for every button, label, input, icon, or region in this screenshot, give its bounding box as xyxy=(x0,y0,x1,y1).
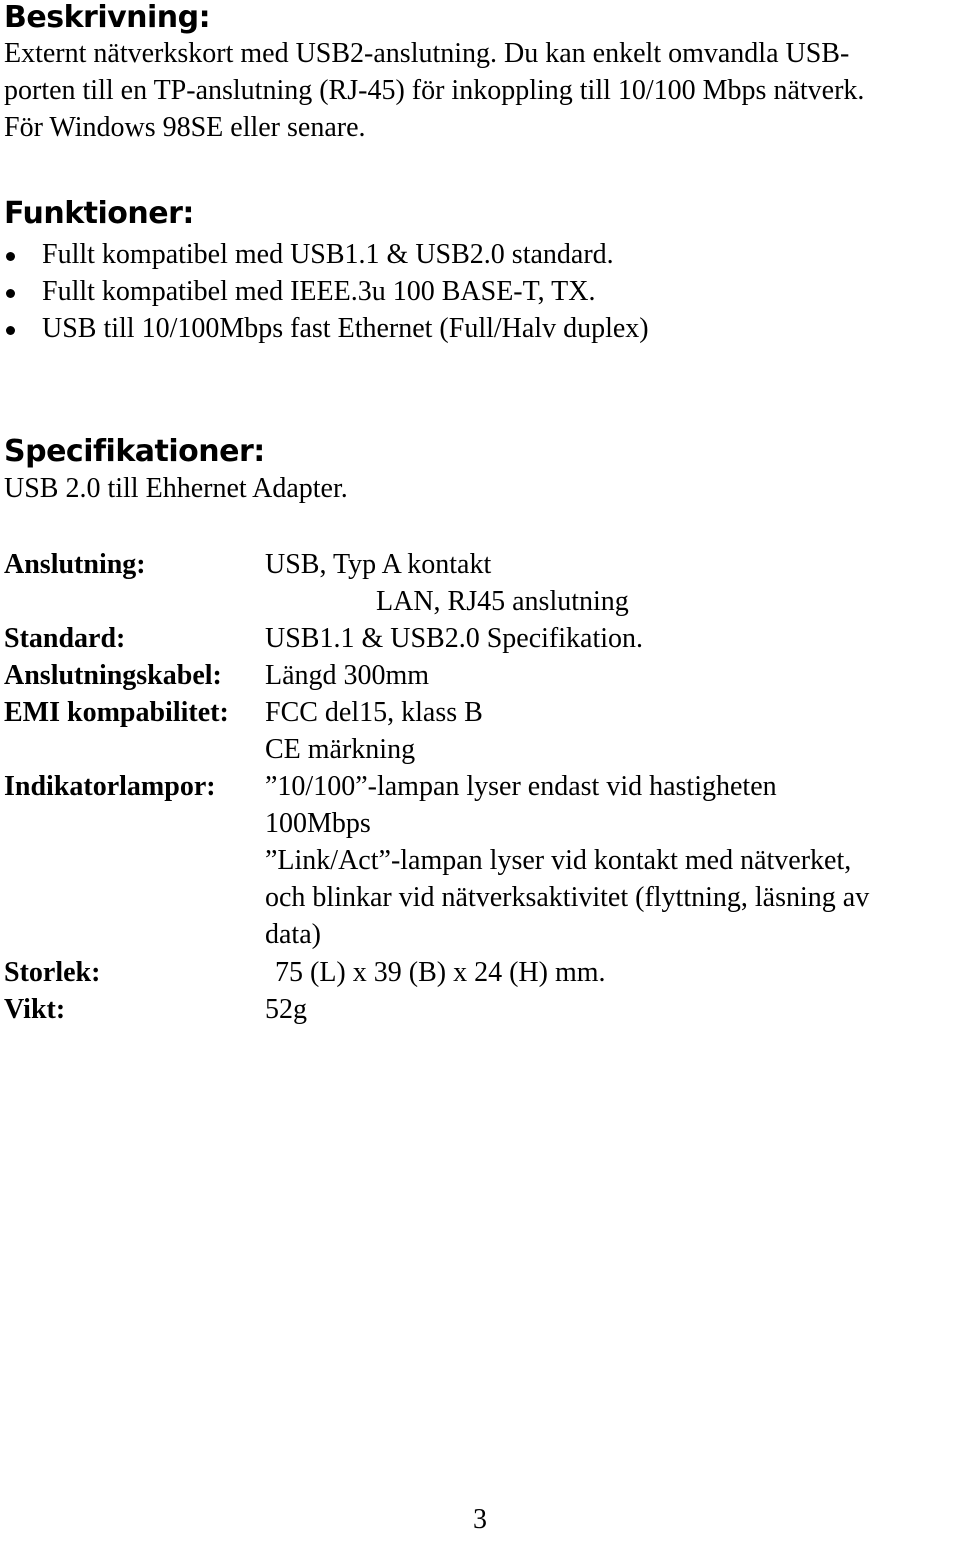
specifikationer-intro: USB 2.0 till Ehhernet Adapter. xyxy=(4,473,348,504)
spec-label-indikator: Indikatorlampor: xyxy=(4,771,216,802)
spec-value-indikator-2: 100Mbps xyxy=(265,808,371,839)
spec-value-anslutning-2: LAN, RJ45 anslutning xyxy=(376,586,629,617)
spec-label-vikt: Vikt: xyxy=(4,994,66,1025)
spec-value-emi-1: FCC del15, klass B xyxy=(265,697,483,728)
spec-value-emi-2: CE märkning xyxy=(265,734,416,765)
beskrivning-line-3: För Windows 98SE eller senare. xyxy=(4,112,366,143)
spec-value-anslutning-1: USB, Typ A kontakt xyxy=(265,549,492,580)
spec-value-vikt: 52g xyxy=(265,994,307,1025)
funktioner-item-3: USB till 10/100Mbps fast Ethernet (Full/Halv duplex) xyxy=(42,313,649,344)
funktioner-item-2: Fullt kompatibel med IEEE.3u 100 BASE-T, TX. xyxy=(42,276,596,307)
bullet-icon xyxy=(6,326,15,335)
spec-value-standard: USB1.1 & USB2.0 Specifikation. xyxy=(265,623,644,654)
spec-label-storlek: Storlek: xyxy=(4,957,101,988)
spec-value-kabel: Längd 300mm xyxy=(265,660,430,691)
spec-value-indikator-1: ”10/100”-lampan lyser endast vid hastigheten xyxy=(265,771,777,802)
spec-label-emi: EMI kompabilitet: xyxy=(4,697,229,728)
spec-value-indikator-5: data) xyxy=(265,919,321,950)
spec-value-storlek: 75 (L) x 39 (B) x 24 (H) mm. xyxy=(275,957,606,988)
page-number: 3 xyxy=(473,1504,487,1535)
beskrivning-heading: Beskrivning: xyxy=(4,0,211,35)
funktioner-heading: Funktioner: xyxy=(4,196,194,231)
beskrivning-line-1: Externt nätverkskort med USB2-anslutning. Du kan enkelt omvandla USB- xyxy=(4,38,850,69)
beskrivning-line-2: porten till en TP-anslutning (RJ-45) för inkoppling till 10/100 Mbps nätverk. xyxy=(4,75,865,106)
spec-label-anslutning: Anslutning: xyxy=(4,549,146,580)
specifikationer-heading: Specifikationer: xyxy=(4,434,265,469)
spec-label-standard: Standard: xyxy=(4,623,126,654)
funktioner-item-1: Fullt kompatibel med USB1.1 & USB2.0 standard. xyxy=(42,239,614,270)
spec-value-indikator-3: ”Link/Act”-lampan lyser vid kontakt med nätverket, xyxy=(265,845,852,876)
bullet-icon xyxy=(6,252,15,261)
spec-value-indikator-4: och blinkar vid nätverksaktivitet (flyttning, läsning av xyxy=(265,882,870,913)
spec-label-kabel: Anslutningskabel: xyxy=(4,660,222,691)
bullet-icon xyxy=(6,289,15,298)
